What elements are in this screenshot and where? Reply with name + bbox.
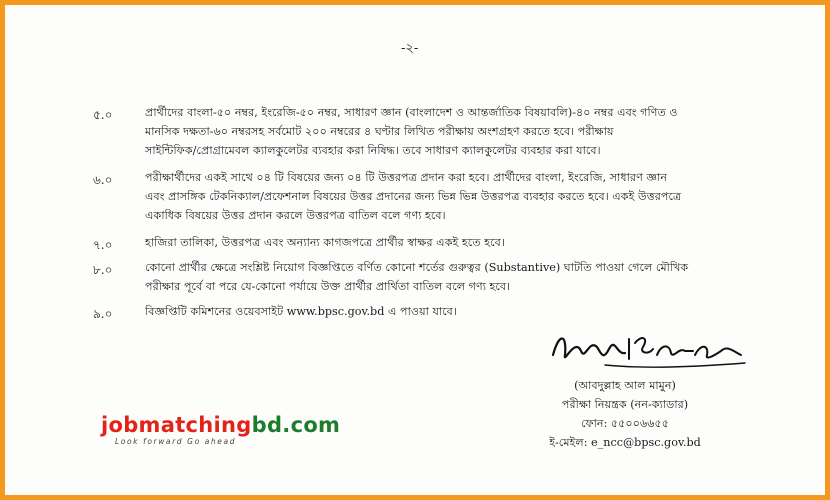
clause-line: প্রার্থীদের বাংলা-৫০ নম্বর, ইংরেজি-৫০ নম্বর, সাধারণ জ্ঞান (বাংলাদেশ ও আন্তর্জাতিক বিষয়াবলি)-৪০ নম্বর এবং গণিত ও — [145, 106, 678, 119]
officer-name: (আবদুল্লাহ আল মামুন) — [574, 379, 676, 392]
officer-phone: ফোন: ৫৫০০৬৬৫৫ — [580, 417, 670, 430]
page-number: -২- — [401, 41, 419, 56]
clause-line: হাজিরা তালিকা, উত্তরপত্র এবং অন্যান্য কাগজপত্রে প্রার্থীর স্বাক্ষর একই হতে হবে। — [145, 236, 505, 249]
handwritten-signature — [545, 325, 765, 373]
clause-line: পরীক্ষার পূর্বে বা পরে যে-কোনো পর্যায়ে উক্ত প্রার্থীর প্রার্থিতা বাতিল বলে গণ্য হবে। — [145, 280, 511, 293]
clause-text — [145, 233, 777, 252]
clause-line: একাধিক বিষয়ের উত্তর প্রদান করলে উত্তরপত্র বাতিল বলে গণ্য হবে। — [145, 209, 446, 222]
clause-line: কোনো প্রার্থীর ক্ষেত্রে সংশ্লিষ্ট নিয়োগ বিজ্ঞপ্তিতে বর্ণিত কোনো শর্তের গুরুত্বর (Substantive) ঘাটতি পাওয়া গেলে মৌখিক — [145, 261, 689, 274]
officer-designation: পরীক্ষা নিয়ন্ত্রক (নন-ক্যাডার) — [561, 398, 689, 411]
officer-email: ই-মেইল: e_ncc@bpsc.gov.bd — [549, 436, 701, 449]
clause-number: ৫.০ — [93, 108, 113, 122]
clause-number: ৮.০ — [93, 263, 113, 277]
clause-text — [145, 168, 777, 225]
clause-line: মানসিক দক্ষতা-৬০ নম্বরসহ সর্বমোট ২০০ নম্বরের ৪ ঘণ্টার লিখিত পরীক্ষায় অংশগ্রহণ করতে হবে। পরীক্ষায় — [145, 125, 614, 138]
watermark-logo-text: jobmatchingbd.com — [101, 413, 341, 437]
clause-text — [145, 258, 777, 296]
clause-line: বিজ্ঞপ্তিটি কমিশনের ওয়েবসাইট www.bpsc.gov.bd এ পাওয়া যাবে। — [145, 305, 457, 318]
clause-line: সাইন্টিফিক/প্রোগ্রামেবল ক্যালকুলেটর ব্যবহার করা নিষিদ্ধ। তবে সাধারণ ক্যালকুলেটর ব্যবহার করা যাবে। — [145, 144, 601, 157]
signature-scribble — [545, 325, 765, 373]
clause-number: ৯.০ — [93, 307, 113, 321]
clause-text — [145, 103, 777, 160]
clause-text — [145, 302, 777, 321]
watermark-tagline: Look forward Go ahead — [115, 437, 237, 446]
clause-line: পরীক্ষার্থীদের একই সাথে ০৪ টি বিষয়ের জন্য ০৪ টি উত্তরপত্র প্রদান করা হবে। প্রার্থীদের বাংলা, ইংরেজি, সাধারণ জ্ঞান — [145, 171, 668, 184]
clause-number: ৬.০ — [93, 173, 113, 187]
clause-line: এবং প্রাসঙ্গিক টেকনিক্যাল/প্রফেশনাল বিষয়ের উত্তর প্রদানের জন্য ভিন্ন ভিন্ন উত্তরপত্র ব্যবহার করতে হবে। একই উত্তরপত্রে — [145, 190, 682, 203]
clause-number: ৭.০ — [93, 238, 113, 252]
signatory-block — [505, 376, 745, 452]
watermark-logo — [101, 413, 341, 451]
